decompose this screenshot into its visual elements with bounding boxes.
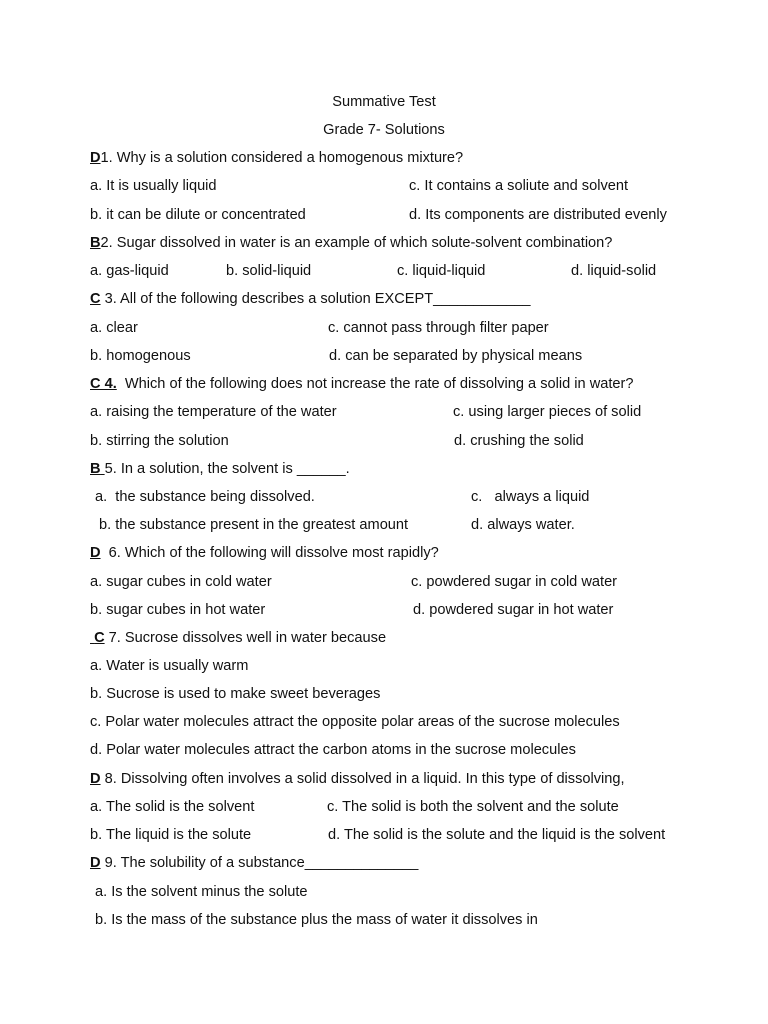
option: b. stirring the solution — [90, 433, 229, 449]
page-subtitle: Grade 7- Solutions — [323, 122, 445, 138]
answer-key: C — [94, 630, 105, 646]
answer-key: C 4. — [90, 376, 117, 392]
question-stem: Which of the following does not increase the rate of dissolving a solid in water? — [116, 376, 634, 392]
question-8 — [90, 771, 625, 787]
answer-key: C — [90, 291, 101, 307]
question-3 — [90, 291, 531, 307]
answer-key: B — [90, 461, 101, 477]
question-2 — [90, 235, 612, 251]
option: d. The solid is the solute and the liquid is the solvent — [328, 827, 666, 843]
option: c. The solid is both the solvent and the solute — [327, 799, 619, 815]
option: a. clear — [90, 320, 138, 336]
option: a. It is usually liquid — [90, 178, 217, 194]
question-stem: 2. Sugar dissolved in water is an example of which solute-solvent combination? — [100, 235, 613, 251]
answer-key: D — [90, 855, 101, 871]
question-stem: 6. Which of the following will dissolve most rapidly? — [100, 545, 439, 561]
question-7 — [90, 630, 386, 646]
option: d. crushing the solid — [454, 433, 584, 449]
option: b. solid-liquid — [226, 263, 312, 279]
answer-key: D — [90, 150, 101, 166]
option: b. it can be dilute or concentrated — [90, 207, 306, 223]
page-title: Summative Test — [332, 94, 436, 110]
option: c. liquid-liquid — [397, 263, 486, 279]
option: a. The solid is the solvent — [90, 799, 255, 815]
option: d. always water. — [471, 517, 575, 533]
option: c. using larger pieces of solid — [453, 404, 642, 420]
option: a. Water is usually warm — [90, 658, 249, 674]
option: c. powdered sugar in cold water — [411, 574, 618, 590]
question-stem: 5. In a solution, the solvent is ______. — [104, 461, 350, 477]
option: d. powdered sugar in hot water — [413, 602, 614, 618]
option: b. Sucrose is used to make sweet beverages — [90, 686, 381, 702]
question-6 — [90, 545, 439, 561]
question-5 — [90, 461, 350, 477]
answer-key: D — [90, 545, 101, 561]
answer-key: D — [90, 771, 101, 787]
option: a. raising the temperature of the water — [90, 404, 337, 420]
option: d. liquid-solid — [571, 263, 657, 279]
option: a. gas-liquid — [90, 263, 169, 279]
option: d. Its components are distributed evenly — [409, 207, 667, 223]
option: c. It contains a soliute and solvent — [409, 178, 629, 194]
option: a. the substance being dissolved. — [95, 489, 315, 505]
question-stem: 8. Dissolving often involves a solid dissolved in a liquid. In this type of dissolving, — [100, 771, 625, 787]
question-9 — [90, 855, 418, 871]
question-stem: 7. Sucrose dissolves well in water because — [104, 630, 387, 646]
question-stem: 3. All of the following describes a solution EXCEPT____________ — [100, 291, 531, 307]
option: d. Polar water molecules attract the carbon atoms in the sucrose molecules — [90, 742, 576, 758]
question-1 — [90, 150, 463, 166]
option: b. The liquid is the solute — [90, 827, 252, 843]
option: b. sugar cubes in hot water — [90, 602, 266, 618]
option: c. Polar water molecules attract the opposite polar areas of the sucrose molecules — [90, 714, 620, 730]
question-4 — [90, 376, 634, 392]
option: b. Is the mass of the substance plus the mass of water it dissolves in — [95, 912, 538, 928]
option: a. sugar cubes in cold water — [90, 574, 272, 590]
question-stem: 1. Why is a solution considered a homogenous mixture? — [100, 150, 464, 166]
answer-key: B — [90, 235, 101, 251]
question-stem: 9. The solubility of a substance______________ — [100, 855, 419, 871]
option: b. homogenous — [90, 348, 191, 364]
option: a. Is the solvent minus the solute — [95, 884, 308, 900]
option: b. the substance present in the greatest amount — [99, 517, 409, 533]
option: c. always a liquid — [471, 489, 590, 505]
option: d. can be separated by physical means — [329, 348, 583, 364]
option: c. cannot pass through filter paper — [328, 320, 549, 336]
